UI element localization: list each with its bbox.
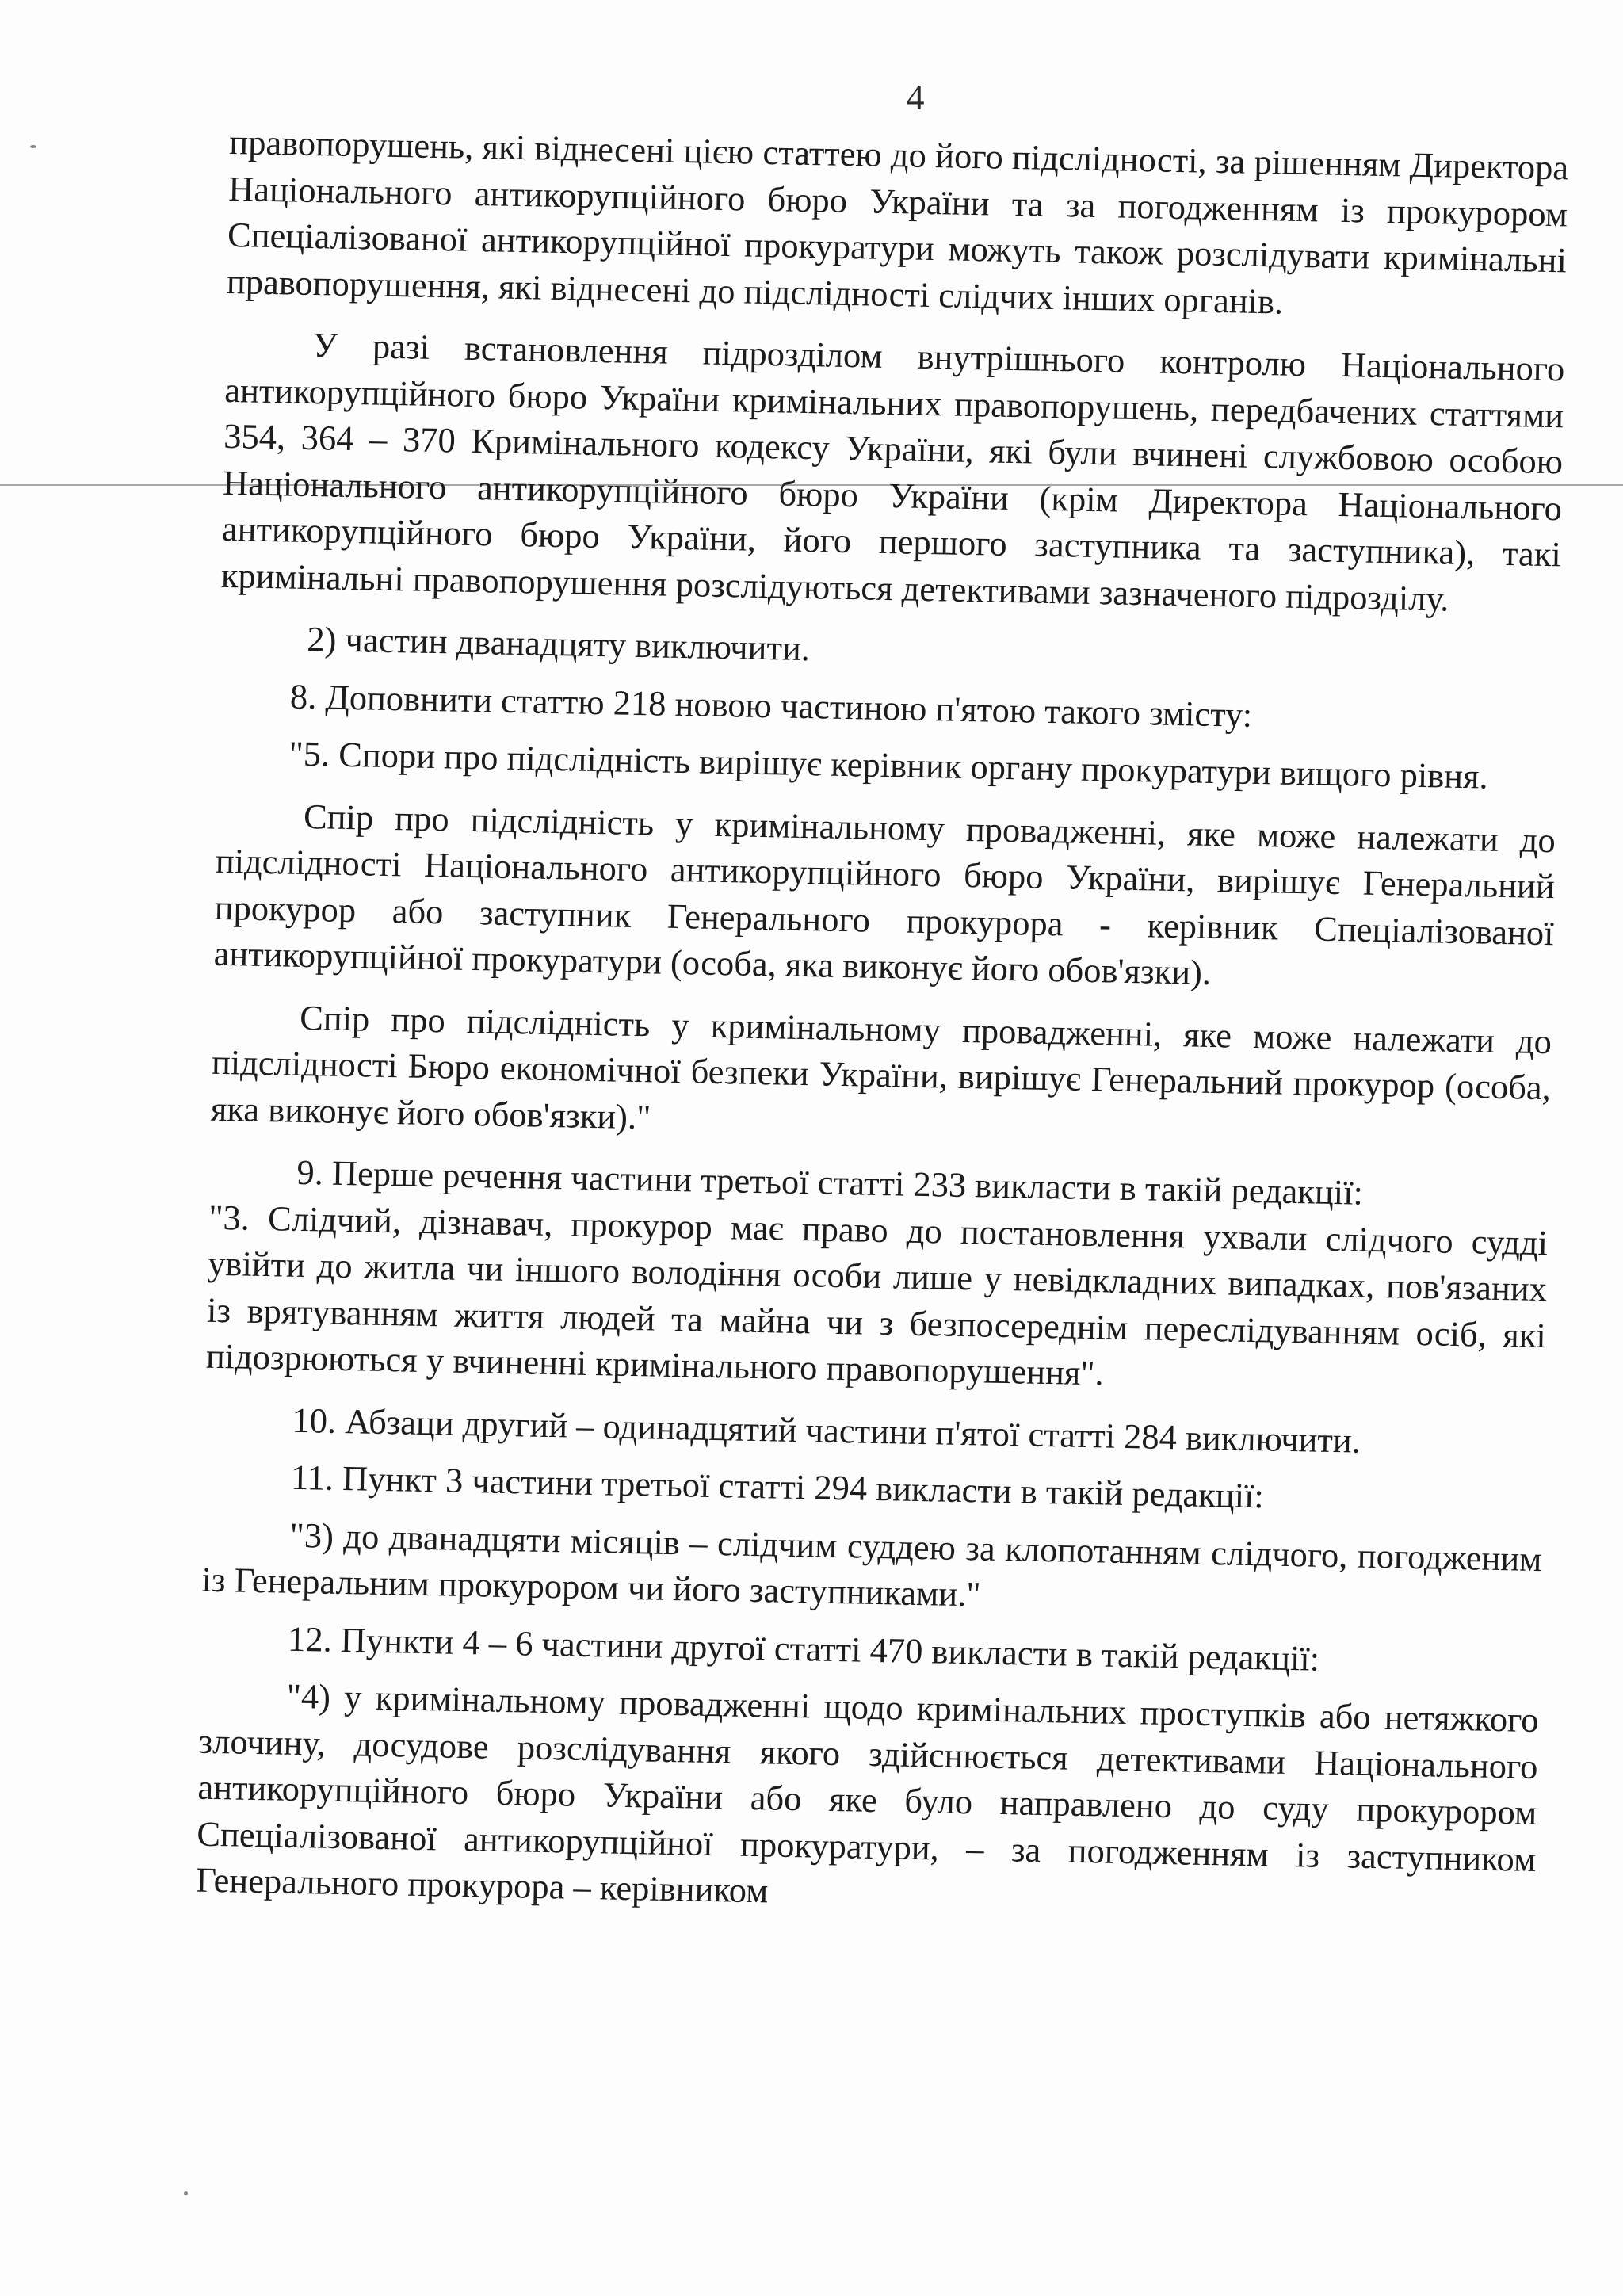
scan-speck <box>184 2191 188 2195</box>
paragraph: "4) у кримінальному провадженні щодо кримінальних проступків або нетяжкого злочину, досудове розслідування якого здійснюється детективами Національного антикорупційного бюро України або яке було направлено до суду прокурором Спеціалізованої антикорупційної прокуратури, – за погодженням із заступником Генерального прокурора – керівником <box>195 1675 1540 1911</box>
paragraph: 2) частин дванадцяту виключити. <box>306 618 811 669</box>
paragraph: Спір про підслідність у кримінальному провадженні, яке може належати до підслідності Бюро економічної безпеки України, вирішує Генеральний прокурор (особа, яка виконує його обов'язки)." <box>210 997 1552 1137</box>
paragraph: 9. Перше речення частини третьої статті 233 викласти в такій редакції: <box>296 1152 1364 1213</box>
document-body <box>195 119 1568 1945</box>
paragraph: 11. Пункт 3 частини третьої статті 294 викласти в такій редакції: <box>290 1457 1265 1516</box>
paragraph: 12. Пункти 4 – 6 частини другої статті 470 викласти в такій редакції: <box>287 1618 1320 1679</box>
paragraph: Спір про підслідність у кримінальному провадженні, яке може належати до підслідності Національного антикорупційного бюро України, вирішує Генеральний прокурор або заступник Генерального прокурора - керівник Спеціалізованої антикорупційної прокуратури (особа, яка виконує його обов'язки). <box>213 796 1556 992</box>
paragraph: "5. Спори про підслідність вирішує керівник органу прокуратури вищого рівня. <box>288 733 1489 797</box>
paragraph: "3) до дванадцяти місяців – слідчим суддею за клопотанням слідчого, погодженим із Генеральним прокурором чи його заступниками." <box>201 1515 1542 1614</box>
paragraph: У разі встановлення підрозділом внутрішнього контролю Національного антикорупційного бюро України кримінальних правопорушень, передбачених статтями 354, 364 – 370 Кримінального кодексу України, які були вчинені службовою особою Національного антикорупційного бюро України (крім Директора Національного антикорупційного бюро України, його першого заступника та заступника), такі кримінальні правопорушення розслідуються детективами зазначеного підрозділу. <box>220 325 1565 619</box>
paragraph: "3. Слідчий, дізнавач, прокурор має право до постановлення ухвали слідчого судді увійти до житла чи іншого володіння особи лише у невідкладних випадках, пов'язаних із врятуванням життя людей та майна чи з безпосереднім переслідуванням осіб, які підозрюються у вчиненні кримінального правопорушення". <box>205 1197 1549 1393</box>
paragraph: 8. Доповнити статтю 218 новою частиною п'ятою такого змісту: <box>289 676 1253 735</box>
paragraph: 10. Абзаци другий – одинадцятий частини п'ятої статті 284 виключити. <box>292 1400 1361 1461</box>
page-number: 4 <box>906 77 925 117</box>
paragraph: правопорушень, які віднесені цією статтею до його підслідності, за рішенням Директора Національного антикорупційного бюро України та за погодженням із прокурором Спеціалізованої антикорупційної прокуратури можуть також розслідувати кримінальні правопорушення, які віднесені до підслідності слідчих інших органів. <box>226 121 1569 322</box>
scan-speck <box>30 145 36 148</box>
